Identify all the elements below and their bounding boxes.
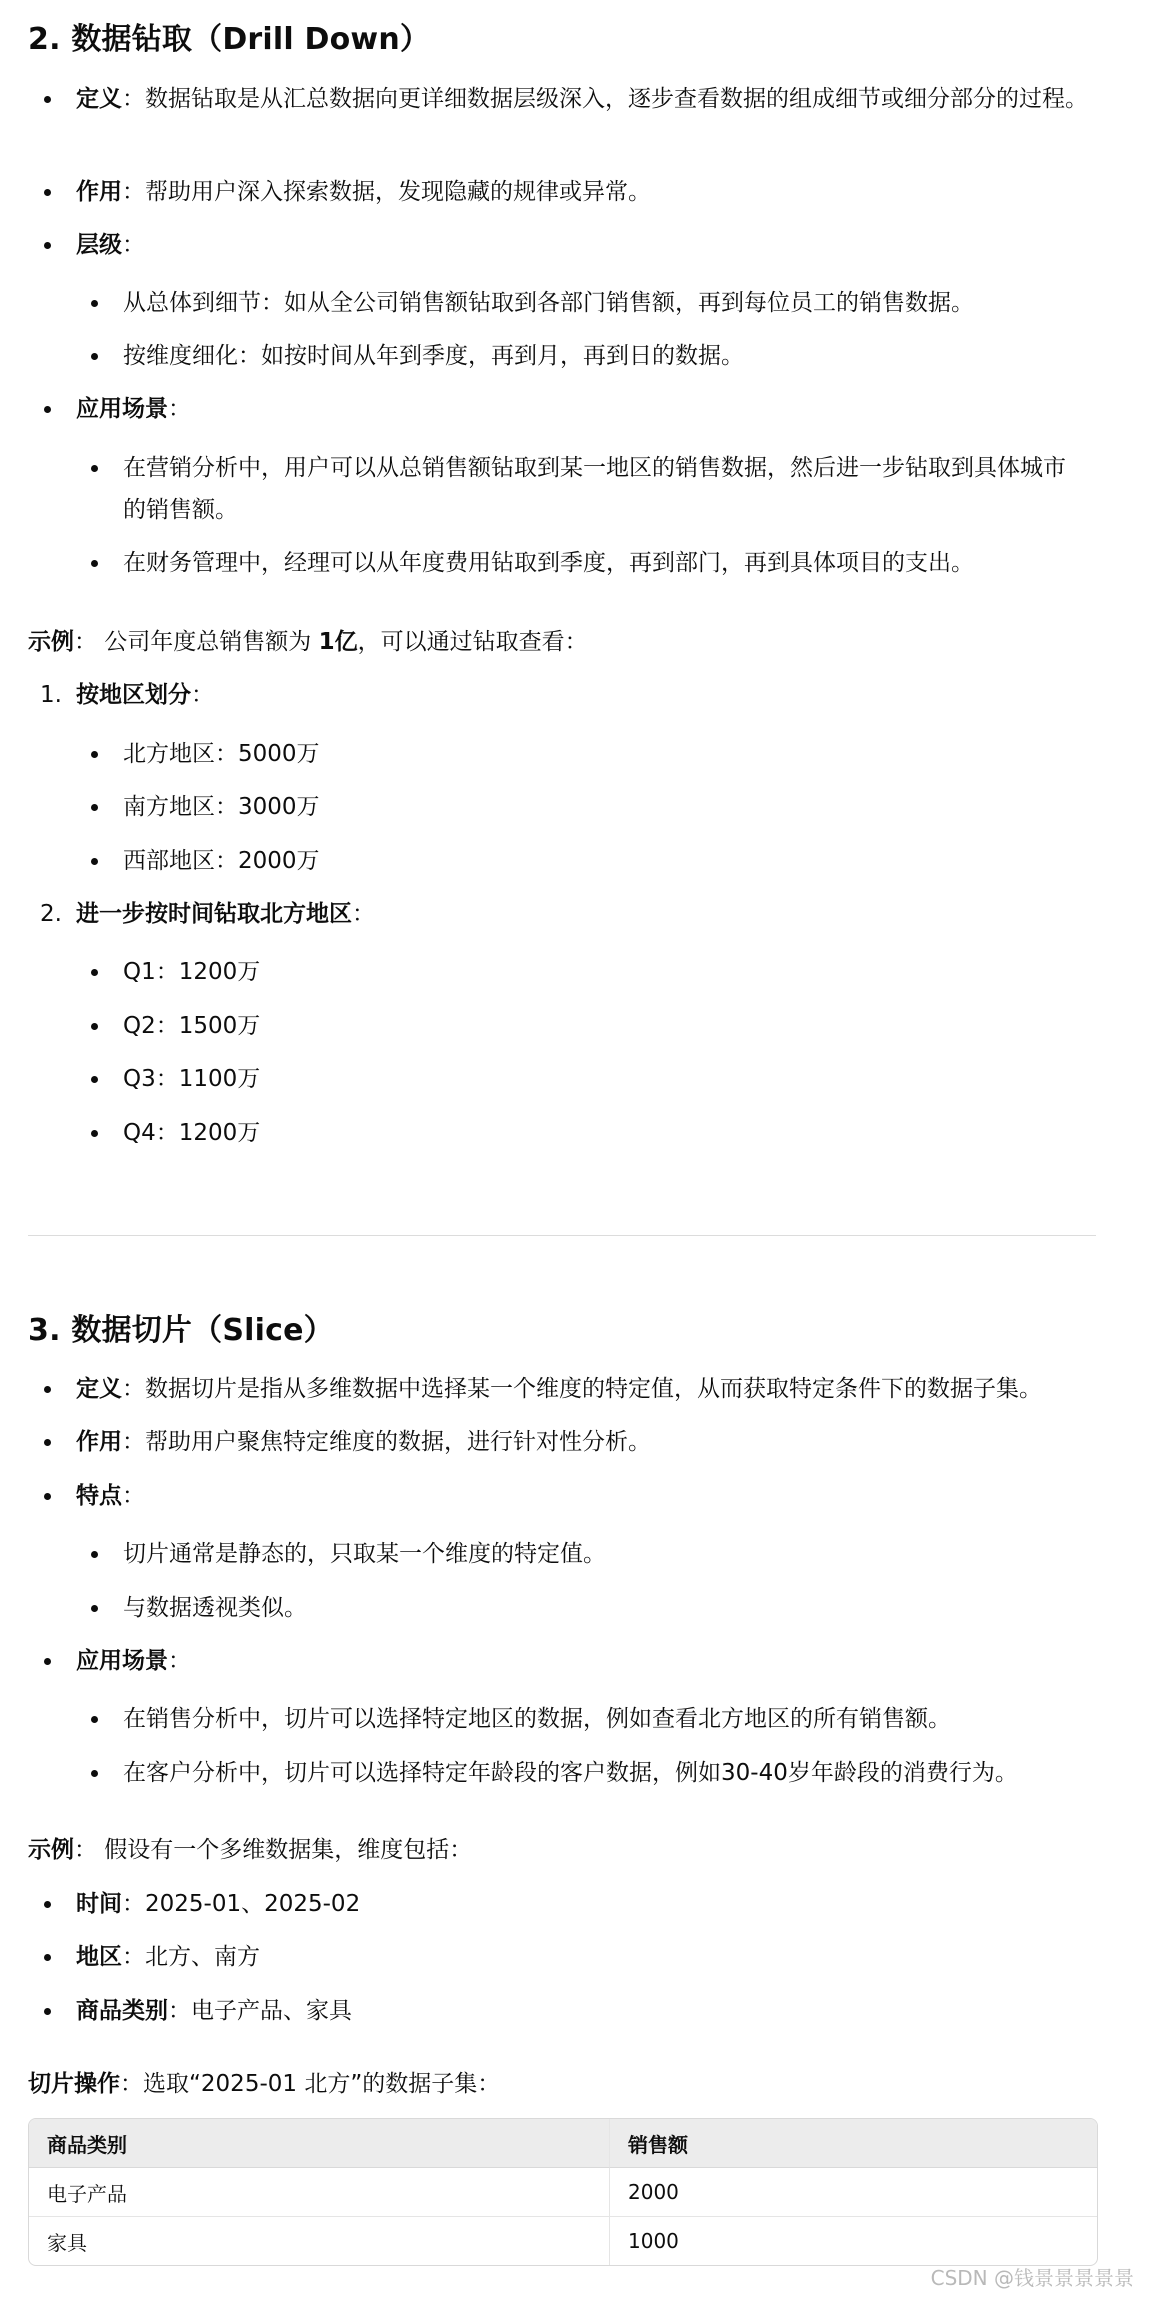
feature-item: 与数据透视类似。 [123,1595,307,1621]
example-amount: 1亿 [318,629,358,655]
section-2-role [28,171,1096,213]
list-item [28,1883,1096,1925]
drill-step-1 [28,674,1096,716]
region-item: 北方地区：5000万 [123,741,320,767]
bullet-icon [44,189,51,196]
dimension-label: 地区 [76,1944,122,1970]
table-cell: 家具 [47,2230,87,2255]
role-label: 作用 [76,179,122,205]
drill-step-2 [28,893,1096,935]
table-header-category: 商品类别 [29,2119,609,2168]
example-text: ： 假设有一个多维数据集，维度包括： [74,1837,473,1863]
list-item [28,1005,1096,1047]
step-1-item [28,840,1096,882]
step-number: 1. [40,682,62,708]
bullet-icon [91,1770,98,1777]
bullet-icon [91,1605,98,1612]
bullet-icon [44,96,51,103]
step-1-item [28,786,1096,828]
bullet-icon [91,1716,98,1723]
section-2-scenarios [28,388,1096,430]
table-row [29,2168,1097,2217]
table-header-sales: 销售额 [609,2119,1097,2168]
list-item [28,224,1096,266]
list-item [28,786,1096,828]
features-sublist [28,1533,1096,1575]
definition-text: ：数据切片是指从多维数据中选择某一个维度的特定值，从而获取特定条件下的数据子集。 [122,1376,1042,1402]
quarter-item: Q1：1200万 [123,959,261,985]
features-colon: ： [122,1483,145,1509]
list-item [28,1698,1096,1740]
list-item [28,1475,1096,1517]
section-2-top-list [28,78,1096,162]
level-item: 按维度细化：如按时间从年到季度，再到月，再到日的数据。 [123,343,744,369]
watermark: CSDN @钱景景景景景 [930,2266,1134,2290]
section-3-example [28,1829,1096,1871]
operation-text: ：选取“2025-01 北方”的数据子集： [120,2071,501,2097]
list-item [28,951,1096,993]
example-text: ： 公司年度总销售额为 [74,629,319,655]
list-item [28,893,1096,935]
levels-sublist [28,282,1096,324]
step-number: 2. [40,901,62,927]
levels-colon: ： [122,232,145,258]
bullet-icon [44,406,51,413]
region-item: 西部地区：2000万 [123,848,320,874]
quarter-item: Q4：1200万 [123,1120,261,1146]
scenario-item: 在财务管理中，经理可以从年度费用钻取到季度，再到部门，再到具体项目的支出。 [123,550,974,576]
list-item [28,1058,1096,1100]
bullet-icon [91,1130,98,1137]
list-item [28,282,1096,324]
list-item [28,1421,1096,1463]
bullet-icon [44,1658,51,1665]
scenarios-sublist-2 [28,542,1096,584]
dimension-value: ：2025-01、2025-02 [122,1891,361,1917]
scenarios-colon: ： [168,396,191,422]
section-2-example [28,621,1096,663]
example-label: 示例 [28,1837,74,1863]
bullet-icon [91,969,98,976]
section-2-levels [28,224,1096,266]
section-3-definition [28,1368,1096,1410]
table-cell: 电子产品 [29,2168,609,2217]
section-3-title: 3. 数据切片（Slice） [28,1313,334,1348]
level-item: 从总体到细节：如从全公司销售额钻取到各部门销售额，再到每位员工的销售数据。 [123,290,974,316]
s3-scenarios-sublist-2 [28,1752,1096,1794]
list-item [28,171,1096,213]
scenarios-label: 应用场景 [76,1648,168,1674]
list-item [28,1587,1096,1629]
bullet-icon [91,1023,98,1030]
s3-scenarios-sublist [28,1698,1096,1740]
bullet-icon [91,465,98,472]
operation-label: 切片操作 [28,2071,120,2097]
dimension-value: ：电子产品、家具 [168,1998,352,2024]
dimension-item [28,1990,1096,2032]
list-item [28,674,1096,716]
bullet-icon [91,1076,98,1083]
bullet-icon [44,2008,51,2015]
table-row [29,2217,1097,2265]
scenarios-label: 应用场景 [76,396,168,422]
list-item [28,1752,1096,1794]
role-text: ：帮助用户聚焦特定维度的数据，进行针对性分析。 [122,1429,651,1455]
bullet-icon [91,751,98,758]
list-item [28,733,1096,775]
step-2-item [28,1058,1096,1100]
region-item: 南方地区：3000万 [123,794,320,820]
section-2-title: 2. 数据钻取（Drill Down） [28,22,431,57]
list-item [28,1640,1096,1682]
dimension-item [28,1936,1096,1978]
list-item [28,1112,1096,1154]
step-2-item [28,1112,1096,1154]
section-3-role [28,1421,1096,1463]
scenarios-sublist [28,447,1096,531]
step-colon: ： [352,901,375,927]
scenario-item: 在营销分析中，用户可以从总销售额钻取到某一地区的销售数据，然后进一步钻取到具体城市的销售额。 [123,455,1066,523]
list-item [28,1368,1096,1410]
bullet-icon [91,804,98,811]
bullet-icon [44,1386,51,1393]
step-label: 进一步按时间钻取北方地区 [76,901,352,927]
bullet-icon [44,1439,51,1446]
scenario-item: 在销售分析中，切片可以选择特定地区的数据，例如查看北方地区的所有销售额。 [123,1706,951,1732]
list-item [28,1533,1096,1575]
example-text-end: ，可以通过钻取查看： [357,629,588,655]
levels-label: 层级 [76,232,122,258]
section-divider [28,1235,1096,1236]
definition-label: 定义 [76,86,122,112]
list-item [28,542,1096,584]
dimension-value: ：北方、南方 [122,1944,260,1970]
bullet-icon [44,1901,51,1908]
features-sublist-2 [28,1587,1096,1629]
section-3-features [28,1475,1096,1517]
scenario-item: 在客户分析中，切片可以选择特定年龄段的客户数据，例如30-40岁年龄段的消费行为。 [123,1760,1018,1786]
definition-label: 定义 [76,1376,122,1402]
definition-text: ：数据钻取是从汇总数据向更详细数据层级深入，逐步查看数据的组成细节或细分部分的过程。 [122,86,1088,112]
bullet-icon [91,300,98,307]
role-text: ：帮助用户深入探索数据，发现隐藏的规律或异常。 [122,179,651,205]
bullet-icon [44,242,51,249]
section-3-scenarios [28,1640,1096,1682]
step-2-item [28,951,1096,993]
scenarios-colon: ： [168,1648,191,1674]
dimension-label: 时间 [76,1891,122,1917]
bullet-icon [91,1551,98,1558]
list-item [28,335,1096,377]
bullet-icon [91,858,98,865]
list-item [28,840,1096,882]
levels-sublist-2 [28,335,1096,377]
step-1-item [28,733,1096,775]
table-cell: 1000 [609,2217,1097,2265]
example-label: 示例 [28,629,74,655]
quarter-item: Q3：1100万 [123,1066,261,1092]
bullet-icon [91,353,98,360]
role-label: 作用 [76,1429,122,1455]
slice-operation [28,2063,1096,2105]
bullet-icon [91,560,98,567]
list-item [28,447,1096,531]
list-item [28,1990,1096,2032]
step-colon: ： [191,682,214,708]
feature-item: 切片通常是静态的，只取某一个维度的特定值。 [123,1541,606,1567]
list-item [28,388,1096,430]
step-label: 按地区划分 [76,682,191,708]
quarter-item: Q2：1500万 [123,1013,261,1039]
slice-table [28,2118,1098,2266]
dimension-item [28,1883,1096,1925]
table-header-row [29,2119,1097,2168]
bullet-icon [44,1954,51,1961]
dimension-label: 商品类别 [76,1998,168,2024]
features-label: 特点 [76,1483,122,1509]
step-2-item [28,1005,1096,1047]
bullet-icon [44,1493,51,1500]
list-item [28,78,1096,162]
table-cell: 2000 [609,2168,1097,2217]
list-item [28,1936,1096,1978]
